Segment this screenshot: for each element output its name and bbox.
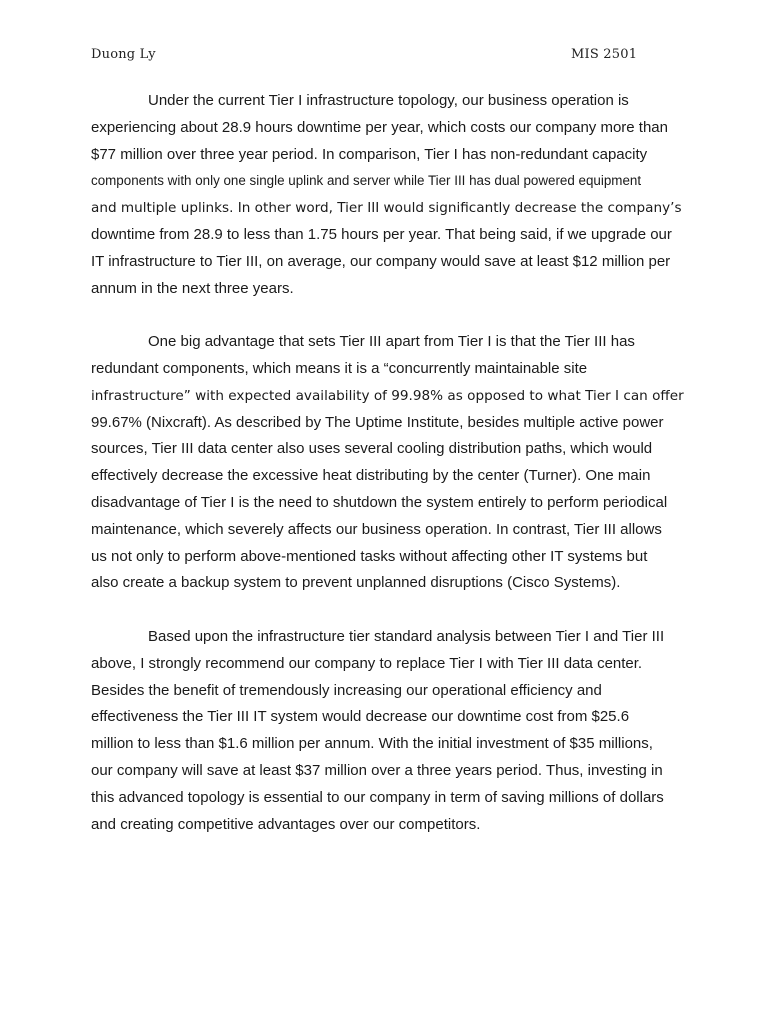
text-line: sources, Tier III data center also uses several cooling distribution paths, which would: [91, 440, 653, 458]
text-line: disadvantage of Tier I is the need to shutdown the system entirely to perform periodical: [91, 493, 668, 511]
text-line: annum in the next three years.: [91, 279, 294, 297]
text-line: 99.67% (Nixcraft). As described by The Uptime Institute, besides multiple active power: [91, 413, 664, 431]
text-line: experiencing about 28.9 hours downtime per year, which costs our company more than: [91, 118, 668, 136]
text-line: and creating competitive advantages over our competitors.: [91, 815, 481, 833]
author-name: Duong Ly: [91, 47, 156, 62]
document-body: [91, 88, 691, 865]
text-line: Besides the benefit of tremendously increasing our operational efficiency and: [91, 681, 602, 699]
paragraph-2: [91, 329, 691, 597]
text-line: our company will save at least $37 million over a three years period. Thus, investing in: [91, 761, 663, 779]
text-line: downtime from 28.9 to less than 1.75 hours per year. That being said, if we upgrade our: [91, 225, 672, 243]
paragraph-1: [91, 88, 691, 302]
text-line: above, I strongly recommend our company to replace Tier I with Tier III data center.: [91, 654, 643, 672]
text-line: effectiveness the Tier III IT system would decrease our downtime cost from $25.6: [91, 708, 630, 726]
text-line: redundant components, which means it is a “concurrently maintainable site: [91, 359, 588, 377]
text-line: infrastructure” with expected availability of 99.98% as opposed to what Tier I can offer: [91, 387, 684, 404]
text-line: us not only to perform above-mentioned tasks without affecting other IT systems but: [91, 547, 648, 565]
text-line: million to less than $1.6 million per annum. With the initial investment of $35 millions,: [91, 735, 653, 753]
text-line: IT infrastructure to Tier III, on average, our company would save at least $12 million per: [91, 252, 671, 270]
text-line: $77 million over three year period. In comparison, Tier I has non-redundant capacity: [91, 145, 648, 163]
text-line: this advanced topology is essential to our company in term of saving millions of dollars: [91, 788, 664, 806]
text-line: also create a backup system to prevent unplanned disruptions (Cisco Systems).: [91, 574, 621, 592]
course-code: MIS 2501: [571, 47, 638, 62]
text-line: Under the current Tier I infrastructure topology, our business operation is: [148, 92, 629, 109]
paragraph-3: [91, 624, 691, 838]
text-line: and multiple uplinks. In other word, Tier III would significantly decrease the company’s: [91, 200, 682, 217]
text-line: components with only one single uplink and server while Tier III has dual powered equipment: [91, 173, 642, 189]
text-line: maintenance, which severely affects our business operation. In contrast, Tier III allows: [91, 520, 662, 538]
text-line: Based upon the infrastructure tier standard analysis between Tier I and Tier III: [148, 627, 665, 645]
text-line: effectively decrease the excessive heat distributing by the center (Turner). One main: [91, 467, 651, 485]
text-line: One big advantage that sets Tier III apart from Tier I is that the Tier III has: [148, 333, 635, 351]
